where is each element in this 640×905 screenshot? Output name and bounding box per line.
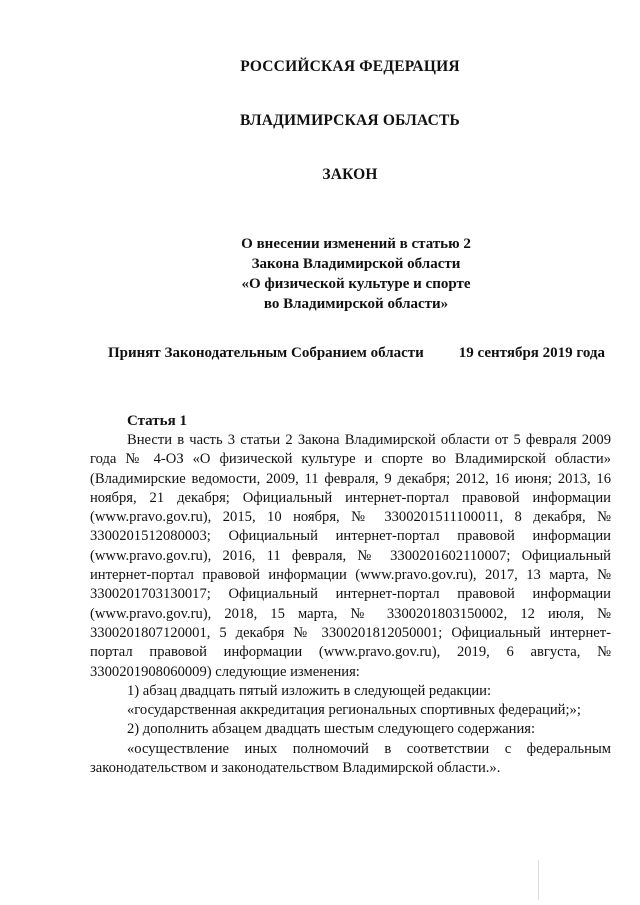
law-title-line-1: О внесении изменений в статью 2 [241,236,471,252]
law-title-line-3: «О физической культуре и спорте [241,276,471,292]
adoption-date: 19 сентября 2019 года [458,345,605,361]
law-title-line-2: Закона Владимирской области [251,256,461,272]
article-body [90,431,611,778]
amendment-item-2-text: «осуществление иных полномочий в соответствии с федеральным законодательством и законодательством Владимирской области.». [90,740,611,777]
document-type-heading: ЗАКОН [322,166,378,183]
article-intro-paragraph: Внести в часть 3 статьи 2 Закона Владимирской области от 5 февраля 2009 года № 4-ОЗ «О физической культуре и спорте во Владимирской области» (Владимирские ведомости, 2009, 11 февраля, 9 декабря; 2012, 16 июня; 2013, 16 ноября, 21 декабря; Официальный интернет-портал правовой информации (www.pravo.gov.ru), 2015, 10 ноября, № 3300201511100011, 8 декабря, № 3300201512080003; Официальный интернет-портал правовой информации (www.pravo.gov.ru), 2016, 11 февраля, № 3300201602110007; Официальный интернет-портал правовой информации (www.pravo.gov.ru), 2017, 13 марта, № 3300201703130017; Официальный интернет-портал правовой информации (www.pravo.gov.ru), 2018, 15 марта, № 3300201803150002, 12 июля, № 3300201807120001, 5 декабря № 3300201812050001; Официальный интернет-портал правовой информации (www.pravo.gov.ru), 2019, 6 августа, № 3300201908060009) следующие изменения: [90,432,611,680]
scan-artifact [538,860,539,900]
amendment-item-1: 1) абзац двадцать пятый изложить в следующей редакции: [127,682,491,699]
adopted-by: Принят Законодательным Собранием области [108,345,424,361]
law-title [0,234,640,314]
article-heading: Статья 1 [127,413,187,429]
amendment-item-1-text: «государственная аккредитация региональных спортивных федераций;»; [127,702,581,719]
law-title-line-4: во Владимирской области» [263,296,449,312]
amendment-item-2: 2) дополнить абзацем двадцать шестым следующего содержания: [127,721,536,738]
federation-heading: РОССИЙСКАЯ ФЕДЕРАЦИЯ [240,58,460,75]
region-heading: ВЛАДИМИРСКАЯ ОБЛАСТЬ [240,112,460,129]
